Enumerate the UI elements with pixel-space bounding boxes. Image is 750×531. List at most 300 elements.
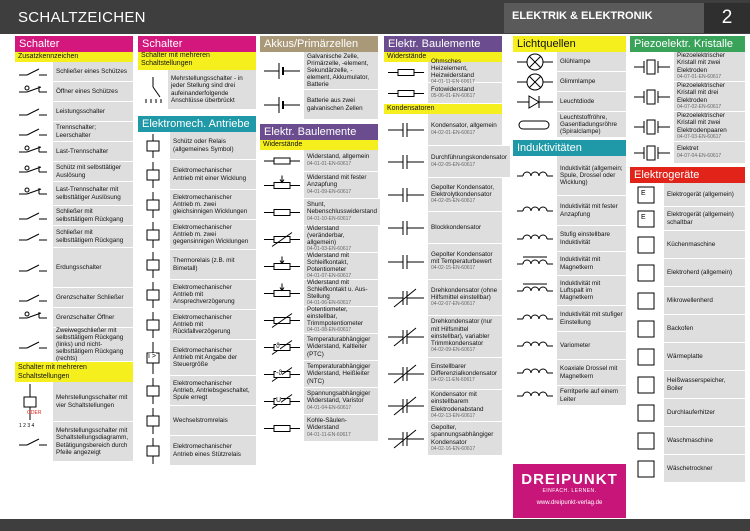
symbol-code: 04-02-16-EN-60617	[431, 445, 476, 452]
symbol-text: Fotowiderstand	[431, 85, 475, 93]
resistor-icon	[260, 199, 304, 225]
symbol-text: Küchenmaschine	[667, 240, 716, 248]
appliance-icon	[630, 315, 664, 342]
symbol-label	[664, 231, 745, 258]
symbol-text: Kondensator mit einstellbarem Elektrodenabstand	[431, 391, 484, 413]
column-licht	[513, 36, 626, 464]
section-title-2: Elektr. Baulemente	[260, 124, 378, 140]
symbol-text: Elektromechanischer Antrieb mit Angabe der Steuergröße	[173, 346, 238, 369]
symbol-text: Induktivität (allgemein; Spule, Drossel oder Wicklung)	[560, 164, 623, 187]
symbol-label	[557, 52, 626, 71]
symbol-text: Elektroherd (allgemein)	[667, 268, 733, 276]
appliance-icon	[630, 287, 664, 314]
relay-coil-icon	[138, 406, 170, 435]
symbol-label	[304, 388, 378, 414]
symbol-row	[513, 92, 626, 112]
symbol-row	[15, 328, 133, 362]
symbol-code: 04-01-10-EN-60617	[307, 215, 352, 222]
symbol-label	[557, 226, 626, 251]
symbol-row	[15, 122, 133, 142]
symbol-code: 04-02-15-EN-60617	[431, 265, 476, 272]
symbol-label: Mehrstellungsschalter - in jeder Stellung sind drei aufeinanderfolgende Anschlüsse überbrückt	[168, 70, 256, 109]
symbol-label	[304, 150, 378, 171]
symbol-label	[428, 316, 502, 357]
symbol-row	[138, 436, 256, 466]
symbol-label	[53, 288, 133, 307]
symbol-text: Shunt, Nebenschlusswiderstand	[307, 201, 378, 216]
symbol-label	[170, 376, 256, 405]
appliance-icon	[630, 427, 664, 454]
symbol-row	[630, 142, 745, 164]
capacitor-icon	[384, 358, 428, 389]
symbol-label	[664, 183, 745, 206]
piezo-crystal-icon	[630, 52, 674, 81]
resistor-icon	[260, 253, 304, 279]
symbol-label	[304, 253, 378, 279]
relay-coil-icon	[138, 376, 170, 405]
switch-icon	[15, 288, 53, 307]
symbol-label	[557, 386, 626, 405]
symbol-label	[53, 122, 133, 141]
symbol-label	[304, 415, 378, 441]
symbol-row	[513, 112, 626, 138]
switch-icon	[15, 248, 53, 287]
symbol-text: Elektret	[677, 145, 699, 153]
symbol-text: Temperaturabhängiger Widerstand, Heißleiter (NTC)	[307, 363, 371, 385]
symbol-row	[138, 220, 256, 250]
symbol-row	[630, 183, 745, 207]
symbol-label	[674, 82, 745, 111]
section-subtitle: Widerstände	[260, 140, 378, 150]
symbol-row	[513, 156, 626, 196]
symbol-row	[384, 57, 502, 83]
symbol-text: Trennschalter; Leerschalter	[56, 124, 97, 139]
symbol-label	[53, 382, 133, 421]
symbol-text: Schütz mit selbsttätiger Auslösung	[56, 164, 122, 179]
column-schalter-2	[138, 36, 256, 519]
heating-element-icon	[384, 62, 428, 82]
symbol-text: Widerstand (veränderbar, allgemein)	[307, 224, 345, 246]
symbol-text: Induktivität mit stufiger Einstellung	[560, 311, 623, 326]
symbol-list-2	[15, 382, 133, 462]
symbol-label	[170, 220, 256, 249]
symbol-row	[513, 360, 626, 386]
symbol-row	[15, 142, 133, 162]
symbol-row	[138, 310, 256, 340]
switch-icon	[15, 226, 53, 247]
capacitor-icon	[384, 146, 428, 177]
symbol-label	[664, 287, 745, 314]
light-list	[513, 52, 626, 138]
symbol-row	[260, 280, 378, 307]
symbol-row	[630, 371, 745, 399]
symbol-row	[630, 315, 745, 343]
appliance-icon	[630, 207, 664, 230]
symbol-label	[53, 422, 133, 461]
symbol-label	[664, 259, 745, 286]
symbol-text: Last-Trennschalter mit selbsttätiger Auslösung	[56, 186, 121, 201]
symbol-text: Last-Trennschalter	[56, 147, 109, 155]
symbol-code: 04-01-08-EN-60617	[307, 327, 352, 334]
symbol-text: Widerstand mit fester Anzapfung	[307, 174, 367, 189]
symbol-row	[630, 287, 745, 315]
resistor-icon	[260, 150, 304, 171]
symbol-label	[170, 310, 256, 339]
resistor-icon	[260, 334, 304, 360]
symbol-text: Kondensator, allgemein	[431, 122, 497, 130]
symbol-label	[428, 57, 502, 82]
battery-cell-icon	[260, 52, 304, 89]
relay-coil-icon	[138, 250, 170, 279]
symbol-text: Wechselstromrelais	[173, 416, 228, 424]
symbol-row	[384, 358, 502, 390]
symbol-label	[557, 196, 626, 225]
lamp-icon	[513, 52, 557, 71]
symbol-label	[428, 114, 502, 145]
symbol-row	[630, 427, 745, 455]
symbol-text: Batterie aus zwei galvanischen Zellen	[307, 97, 363, 112]
appliance-icon	[630, 455, 664, 482]
symbol-row	[15, 226, 133, 248]
resistor-icon	[260, 361, 304, 387]
symbol-glyph: I >	[148, 353, 156, 360]
inductor-icon	[513, 332, 557, 359]
column-bauelemente	[384, 36, 507, 519]
symbol-label	[557, 72, 626, 91]
symbol-code: 04-02-05-EN-60617	[431, 198, 476, 205]
symbol-label	[170, 132, 256, 159]
symbol-row	[260, 226, 378, 253]
or-label: ODER	[27, 410, 42, 416]
symbol-label	[557, 156, 626, 195]
symbol-label	[664, 207, 745, 230]
symbol-text: Piezoelektrischer Kristall mit zwei Elektrodenpaaren	[677, 112, 727, 134]
section-subtitle-2: Kondensatoren	[384, 104, 502, 114]
symbol-row	[15, 182, 133, 206]
relay-coil-icon	[138, 436, 170, 465]
resistor-list	[260, 150, 378, 442]
symbol-row	[384, 146, 507, 178]
column-piezo	[630, 36, 745, 519]
symbol-row	[630, 259, 745, 287]
symbol-label	[170, 436, 256, 465]
symbol-row	[138, 406, 256, 436]
symbol-label	[304, 361, 378, 387]
symbol-row	[384, 390, 502, 422]
symbol-text: Mehrstellungsschalter mit Schaltstellungsdiagramm, Betätigungsbereich durch Pfeile angezeigt	[56, 427, 129, 456]
brand-block	[513, 464, 626, 518]
symbol-text: Induktivität mit Luftspalt im Magnetkern	[560, 279, 601, 302]
symbol-text: Mikrowellenherd	[667, 296, 713, 304]
symbol-label	[53, 82, 133, 101]
symbol-list	[138, 132, 256, 466]
section-title-2: Elektromech. Antriebe	[138, 116, 256, 132]
symbol-label	[428, 358, 502, 389]
symbol-row	[384, 316, 502, 358]
symbol-glyph: E	[641, 214, 646, 221]
capacitor-icon	[384, 390, 428, 421]
symbol-text: Mehrstellungsschalter mit vier Schaltstellungen	[56, 394, 128, 409]
symbol-label	[664, 315, 745, 342]
crystal-list	[630, 52, 745, 164]
symbol-text: Stufig einstellbare Induktivität	[560, 231, 611, 246]
multiposition-switch-icon	[138, 70, 168, 109]
symbol-text: Spannungsabhängiger Widerstand, Varistor	[307, 390, 371, 405]
symbol-text: Drehkondensator (nur mit Hilfsmittel einstellbar), variabler Trimmkondensator	[431, 318, 493, 348]
piezo-crystal-icon	[630, 82, 674, 111]
symbol-text: Leistungsschalter	[56, 107, 106, 115]
symbol-row	[138, 70, 256, 110]
symbol-text: Durchlauferhitzer	[667, 408, 715, 416]
switch-icon	[15, 142, 53, 161]
symbol-code: 04-07-02-EN-60617	[677, 103, 722, 110]
symbol-label	[53, 206, 133, 225]
symbol-row	[630, 455, 745, 483]
symbol-label	[170, 250, 256, 279]
symbol-row	[260, 307, 378, 334]
symbol-text: Grenzschalter Öffner	[56, 313, 115, 321]
symbol-row	[384, 212, 502, 244]
symbol-row	[630, 343, 745, 371]
switch-icon	[15, 308, 53, 327]
symbol-row	[260, 172, 378, 199]
symbol-label	[674, 142, 745, 163]
resistor-icon	[260, 415, 304, 441]
symbol-text: Leuchtdiode	[560, 97, 595, 105]
appliance-icon	[630, 343, 664, 370]
capacitor-icon	[384, 178, 428, 211]
inductor-icon	[513, 276, 557, 305]
resistor-list	[384, 57, 502, 104]
symbol-row	[630, 52, 745, 82]
capacitor-icon	[384, 422, 428, 455]
symbol-text: Thermorelais (z.B. mit Bimetall)	[173, 257, 235, 272]
symbol-label	[53, 162, 133, 181]
symbol-text: Widerstand, allgemein	[307, 153, 370, 161]
relay-coil-icon	[138, 160, 170, 189]
symbol-label	[428, 390, 502, 421]
piezo-crystal-icon	[630, 142, 674, 163]
page-number: 2	[704, 3, 750, 33]
switch-icon	[15, 62, 53, 81]
symbol-label	[53, 102, 133, 121]
symbol-label	[53, 308, 133, 327]
symbol-row	[15, 206, 133, 226]
relay-coil-icon	[138, 220, 170, 249]
symbol-row	[630, 112, 745, 142]
column-akkus	[260, 36, 378, 519]
symbol-code: 04-01-01-EN-60617	[307, 160, 352, 167]
symbol-label	[304, 172, 378, 198]
relay-coil-icon	[138, 132, 170, 159]
symbol-code: 04-07-03-EN-60617	[677, 133, 722, 140]
symbol-text: Piezoelektrischer Kristall mit drei Elektroden	[677, 82, 725, 104]
symbol-text: Blockkondensator	[431, 223, 482, 231]
symbol-text: Erdungsschalter	[56, 263, 102, 271]
symbol-text: Piezoelektrischer Kristall mit zwei Elektroden	[677, 52, 725, 74]
symbol-text: Schütz oder Relais (allgemeines Symbol)	[173, 138, 234, 153]
symbol-code: 04-01-04-EN-60617	[307, 404, 352, 411]
symbol-row	[384, 244, 502, 280]
symbol-label	[428, 244, 502, 279]
symbol-text: Kohle-Säulen-Widerstand	[307, 417, 347, 432]
symbol-label	[53, 248, 133, 287]
section-title: Piezoelektr. Kristalle	[630, 36, 745, 52]
symbol-label	[304, 334, 378, 360]
switch-icon	[15, 82, 53, 101]
symbol-label	[304, 90, 378, 119]
symbol-row	[15, 62, 133, 82]
resistor-icon	[260, 172, 304, 198]
symbol-text: Elektromechanischer Antrieb mit Rückfallverzögerung	[173, 313, 232, 336]
inductor-icon	[513, 156, 557, 195]
symbol-row	[260, 361, 378, 388]
brand-url[interactable]: www.dreipunkt-verlag.de	[536, 500, 603, 506]
symbol-label	[428, 422, 502, 455]
symbol-row	[513, 72, 626, 92]
symbol-row	[260, 415, 378, 442]
symbol-list	[15, 62, 133, 362]
switch-icon	[15, 102, 53, 121]
symbol-code: 04-01-06-EN-60617	[307, 300, 352, 307]
symbol-code: 04-02-01-EN-60617	[431, 129, 476, 136]
symbol-label	[53, 62, 133, 81]
symbol-text: Elektromechanischer Antrieb eines Stützrelais	[173, 443, 241, 458]
symbol-row	[15, 248, 133, 288]
section-subtitle: Zusatzkennzeichen	[15, 52, 133, 62]
symbol-row	[15, 102, 133, 122]
switch-icon	[15, 182, 53, 205]
symbol-glyph: -ϑ	[276, 369, 283, 377]
symbol-label	[170, 340, 256, 375]
section-title-2: Elektrogeräte	[630, 167, 745, 183]
inductor-icon	[513, 386, 557, 405]
symbol-row	[260, 199, 378, 226]
switch-icon	[15, 206, 53, 225]
appliance-icon	[630, 259, 664, 286]
symbol-text: Induktivität mit Magnetkern	[560, 256, 601, 271]
relay-coil-icon	[138, 340, 170, 375]
symbol-label	[428, 178, 502, 211]
capacitor-list	[384, 114, 507, 456]
symbol-row	[138, 160, 256, 190]
symbol-label	[428, 212, 502, 243]
symbol-row	[513, 306, 626, 332]
symbol-label	[664, 455, 745, 482]
switch-icon	[15, 122, 53, 141]
resistor-icon	[260, 280, 304, 306]
appliance-icon	[630, 399, 664, 426]
symbol-row	[138, 280, 256, 310]
section-title: Akkus/Primärzellen	[260, 36, 378, 52]
resistor-icon	[260, 226, 304, 252]
symbol-row	[138, 340, 256, 376]
appliance-list	[630, 183, 745, 483]
symbol-label	[557, 306, 626, 331]
resistor-icon	[260, 307, 304, 333]
capacitor-icon	[384, 212, 428, 243]
symbol-text: Grenzschalter Schließer	[56, 293, 124, 301]
symbol-label	[53, 226, 133, 247]
symbol-text: Temperaturabhängiger Widerstand, Kaltleiter (PTC)	[307, 336, 371, 358]
relay-coil-icon	[138, 310, 170, 339]
symbol-code: 04-02-13-EN-60617	[431, 412, 476, 419]
symbol-text: Backofen	[667, 324, 694, 332]
symbol-code: 04-02-05-EN-60617	[431, 161, 476, 168]
symbol-text: Einstellbarer Differenzialkondensator	[431, 362, 498, 377]
capacitor-icon	[384, 244, 428, 279]
symbol-code: 04-01-11-EN-60617	[307, 431, 351, 438]
symbol-text: Galvanische Zelle, Primärzelle, -element, Sekundärzelle, -element, Akkumulator, Batterie	[307, 52, 369, 89]
relay-coil-icon	[138, 280, 170, 309]
symbol-text: Drehkondensator (ohne Hilfsmittel einstellbar)	[431, 286, 498, 301]
symbol-row	[384, 114, 502, 146]
symbol-text: Potentiometer, einstellbar, Trimmpotentiometer	[307, 305, 364, 327]
symbol-label	[428, 83, 502, 103]
symbol-label	[53, 142, 133, 161]
symbol-row	[260, 150, 378, 172]
led-icon	[513, 92, 557, 111]
appliance-icon	[630, 183, 664, 206]
brand-name: DREIPUNKT	[521, 471, 618, 488]
symbol-label	[557, 360, 626, 385]
symbol-text: Schließer eines Schützes	[56, 67, 128, 75]
symbol-row	[260, 90, 378, 120]
symbol-label	[170, 190, 256, 219]
symbol-row	[260, 388, 378, 415]
symbol-glyph: E	[641, 190, 646, 197]
symbol-text: Durchführungskondensator	[431, 154, 507, 162]
battery-list	[260, 52, 378, 120]
symbol-row	[513, 386, 626, 406]
section-title: Elektr. Baulemente	[384, 36, 502, 52]
lamp-icon	[513, 112, 557, 137]
symbol-label	[664, 399, 745, 426]
symbol-code: 04-02-11-EN-60617	[431, 377, 475, 384]
symbol-label	[664, 427, 745, 454]
symbol-label	[304, 226, 378, 252]
section-title: Lichtquellen	[513, 36, 626, 52]
symbol-text: Leuchtstoffröhre, Gasentladungsröhre (Spiralclampe)	[560, 113, 618, 136]
section-title-2: Induktivitäten	[513, 140, 626, 156]
position-numbers: 1 2 3 4	[19, 423, 35, 429]
symbol-row	[260, 52, 378, 90]
appliance-icon	[630, 371, 664, 398]
symbol-label	[304, 307, 378, 333]
page-title: SCHALTZEICHEN	[18, 9, 146, 26]
symbol-label	[674, 52, 745, 81]
symbol-row	[138, 132, 256, 160]
symbol-text: Elektrogerät (allgemein) schaltbar	[667, 211, 734, 226]
symbol-text: Zweiwegschließer mit selbsttätigem Rückgang (links) und nicht-selbsttätigem Rückgang (rechts)	[56, 326, 124, 363]
symbol-row	[138, 190, 256, 220]
symbol-code: 04-07-01-EN-60617	[677, 73, 722, 80]
symbol-text: Schließer mit selbsttätigem Rückgang	[56, 208, 124, 223]
symbol-text: Gepolter Kondensator, Elektrolytkondensator	[431, 183, 495, 198]
symbol-label	[557, 332, 626, 359]
symbol-row	[384, 178, 502, 212]
symbol-text: Widerstand mit Schleifkontakt u. Aus-Stellung	[307, 278, 368, 300]
lamp-icon	[513, 72, 557, 91]
symbol-text: Elektromechanischer Antrieb, Antriebsgeschaltet, Spule erregt	[173, 379, 250, 402]
symbol-row	[513, 276, 626, 306]
section-subtitle: Schalter mit mehreren Schaltstellungen	[138, 52, 256, 70]
symbol-row	[384, 280, 502, 316]
symbol-text: Ohmsches Heizelement, Heizwiderstand	[431, 57, 475, 79]
symbol-row	[138, 376, 256, 406]
symbol-row	[15, 410, 133, 462]
symbol-row	[138, 250, 256, 280]
